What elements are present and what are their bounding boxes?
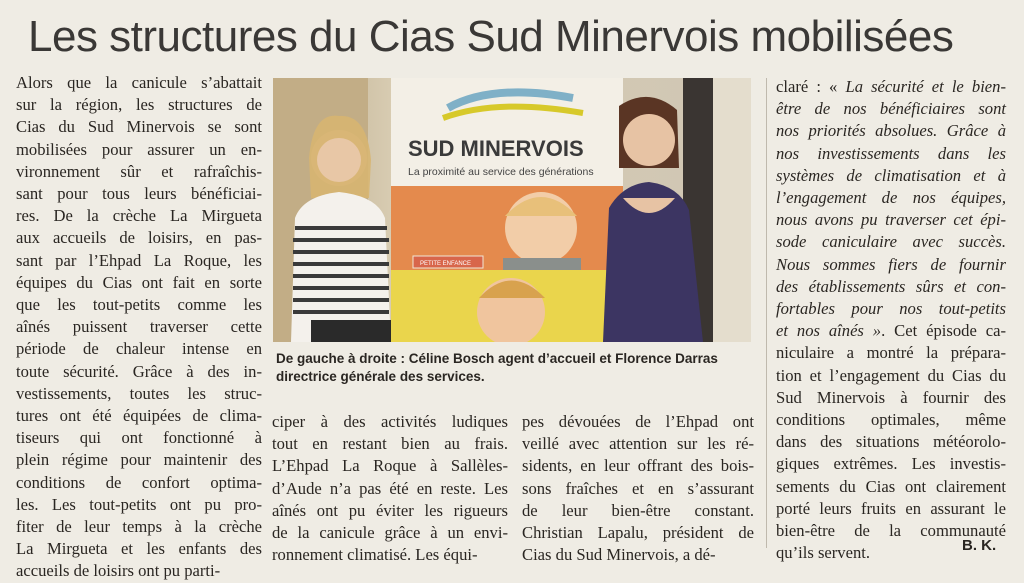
banner-subtitle: La proximité au service des générations (408, 166, 594, 178)
article-column-3 (522, 411, 754, 566)
text-line: conditions de confort optima- (16, 472, 262, 492)
text-line: accueils de loisirs ont pu parti- (16, 561, 221, 581)
photo-caption: De gauche à droite : Céline Bosch agent d’accueil et Florence Darras directrice générale des services. (276, 351, 718, 384)
banner-title: SUD MINERVOIS (408, 136, 584, 161)
text-line: L’Ehpad La Roque à Sallèles- (272, 456, 508, 476)
text-line: les. Les tout-petits ont pu pro- (16, 494, 262, 514)
text-line: des établissements sûrs et con- (776, 276, 1006, 296)
text-line: sode caniculaire avec succès. (776, 232, 1006, 252)
text-line: La Mirgueta et les enfants des (16, 539, 262, 559)
column-divider (766, 78, 767, 548)
text-line: Cias du Sud Minervois, a dé- (522, 545, 716, 565)
photo-illustration (273, 78, 751, 342)
text-line: toute sécurité. Grâce à des in- (16, 361, 262, 381)
text-line: de leur bien-être constant. (522, 500, 754, 520)
text-line: que les tout-petits comme les (16, 295, 262, 315)
text-line: porté leurs fruits en assurant le (776, 498, 1006, 518)
text-line: vestissements, toutes les struc- (16, 383, 262, 403)
text-line: aînés ont pu éviter les rigueurs (272, 500, 508, 520)
text-line: aux accueils de loisirs, en pas- (16, 228, 262, 248)
text-line: ciper à des activités ludiques (272, 412, 508, 431)
text-line: tiseurs qui ont fonctionné à (16, 428, 262, 448)
text-line: qu’ils servent. (776, 543, 871, 563)
text-line: tion et l’engagement du Cias du (776, 365, 1006, 385)
article-photo (273, 78, 751, 342)
text-line: res. De la crèche La Mirgueta (16, 206, 262, 226)
text-line: sur la région, les structures de (16, 95, 262, 115)
text-line: bien-être de la communauté (776, 521, 1006, 541)
text-line: ronnement climatisé. Les équi- (272, 545, 478, 565)
text-line: nos investissements dans les (776, 143, 1006, 163)
text-line: Sud Minervois à fournir des (776, 387, 1006, 407)
text-line: d’Aude n’a pas été en reste. Les (272, 478, 508, 498)
text-line: plein régime pour maintenir des (16, 450, 262, 470)
text-line: dans des situations météorolo- (776, 432, 1006, 452)
text-line: et nos aînés ». Cet épisode ca- (776, 321, 1006, 341)
text-line: sons fraîches et en s’assurant (522, 478, 754, 498)
text-line: nos priorités absolues. Grâce à (776, 121, 1006, 141)
author-signature: B. K. (962, 537, 997, 554)
text-line: giques extrêmes. Les investis- (776, 454, 1006, 474)
text-line: Cias du Sud Minervois se sont (16, 117, 262, 137)
article-column-2 (272, 411, 508, 566)
text-line: veillé avec attention sur les ré- (522, 434, 754, 454)
text-line: sant par l’Ehpad La Roque, les (16, 250, 262, 270)
text-line: Alors que la canicule s’abattait (16, 73, 262, 92)
text-line: période de chaleur intense en (16, 339, 262, 359)
article-column-4 (776, 76, 1006, 564)
headline: Les structures du Cias Sud Minervois mobilisées (28, 12, 954, 61)
text-line: nous avons pu traverser cet épi- (776, 210, 1006, 230)
text-line: sant pour tous leurs bénéficiai- (16, 184, 262, 204)
text-line: tout en restant bien au frais. (272, 434, 508, 454)
text-line: l’engagement de nos équipes, (776, 188, 1006, 208)
text-line: aînés puissent traverser cette (16, 317, 262, 337)
text-line: fortables pour nos tout-petits (776, 299, 1006, 319)
text-line: tures ont été équipées de clima- (16, 406, 262, 426)
text-line: sidents, en leur offrant des bois- (522, 456, 754, 476)
text-line: fiter de leur temps à la crèche (16, 517, 262, 537)
text-line: mobilisées pour assurer un en- (16, 139, 262, 159)
text-line: claré : « La sécurité et le bien- (776, 77, 1006, 96)
text-line: équipes du Cias ont fait en sorte (16, 272, 262, 292)
text-line: conditions optimales, même (776, 410, 1006, 430)
text-line: être de nos bénéficiaires sont (776, 99, 1006, 119)
text-line: Christian Lapalu, président de (522, 523, 754, 543)
text-line: Nous sommes fiers de fournir (776, 254, 1006, 274)
text-line: pes dévouées de l’Ehpad ont (522, 412, 754, 431)
text-line: systèmes de climatisation et à (776, 165, 1006, 185)
banner-tag: PETITE ENFANCE (420, 261, 472, 267)
text-line: vironnement sûr et rafraîchis- (16, 161, 262, 181)
article-column-1 (16, 72, 262, 583)
text-line: de la canicule grâce à un envi- (272, 523, 508, 543)
text-line: sements du Cias ont clairement (776, 476, 1006, 496)
text-line: niculaire a montré la prépara- (776, 343, 1006, 363)
